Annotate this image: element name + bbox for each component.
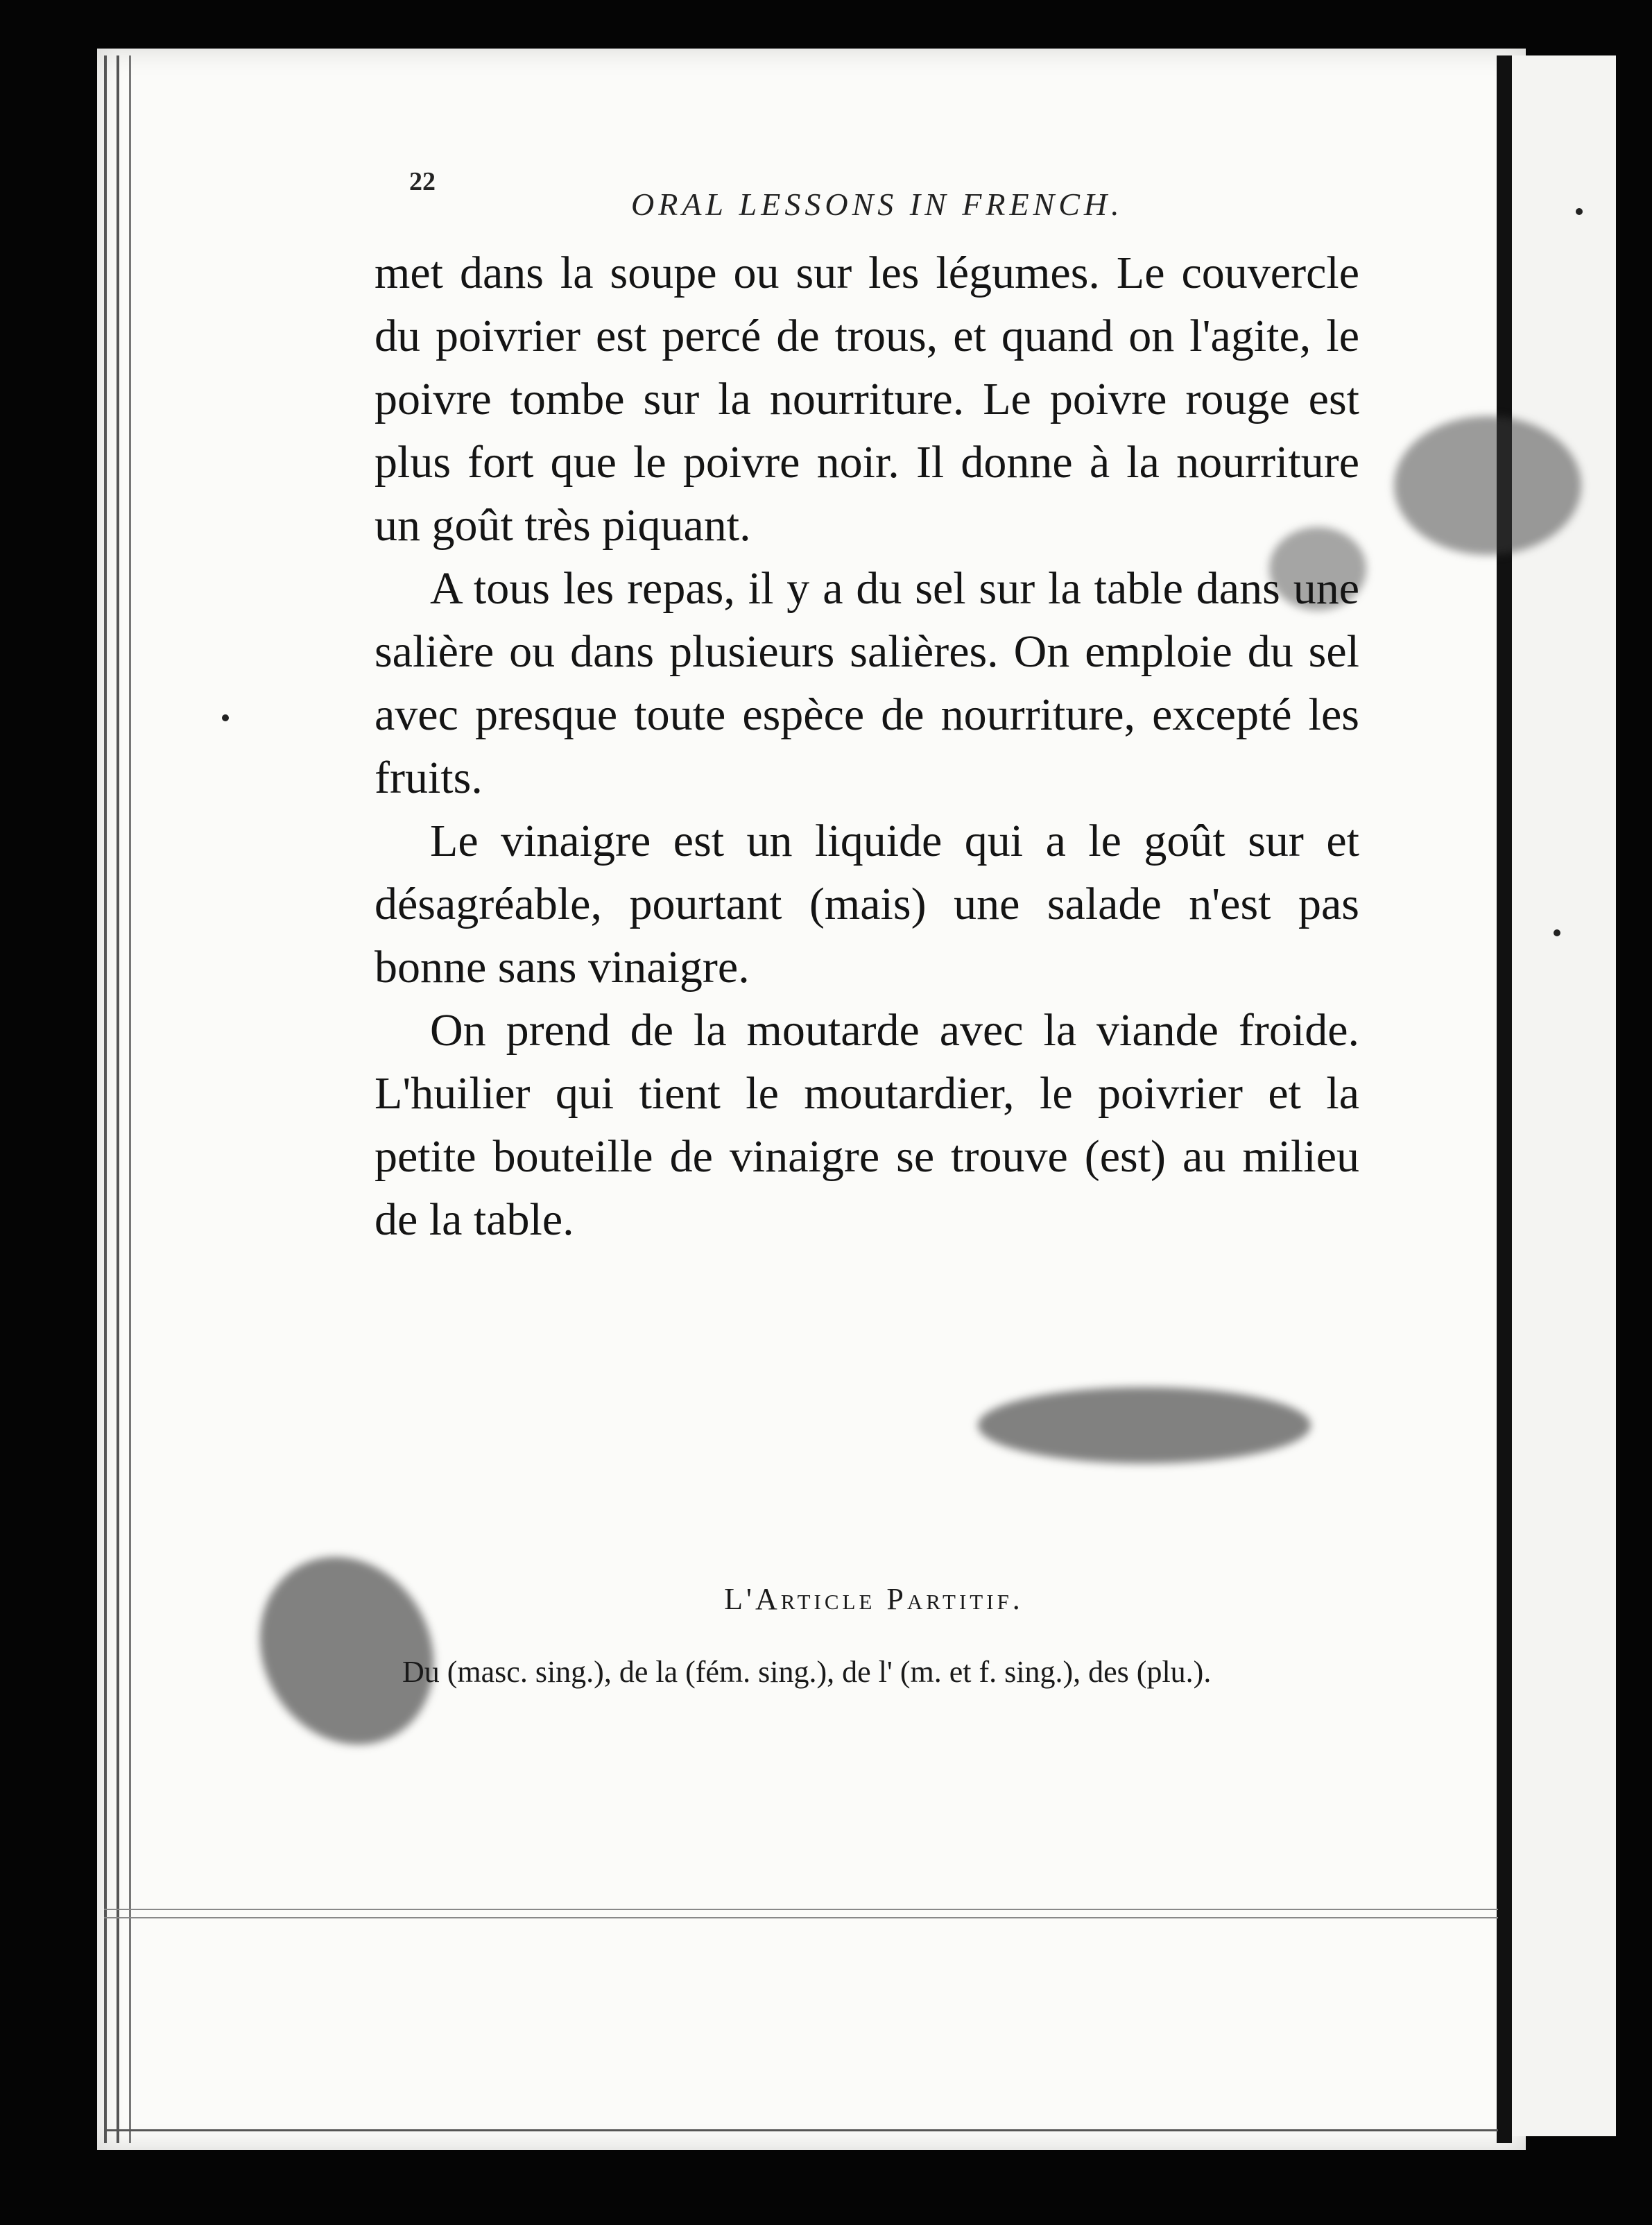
paragraph: Le vinaigre est un liquide qui a le goût sur et désagréable, pourtant (mais) une salade n'est pas bonne sans vinaigre. <box>375 816 1359 993</box>
speck <box>1554 929 1560 936</box>
bottom-rule <box>104 2129 1498 2131</box>
page-edge <box>104 55 107 2143</box>
ink-stain <box>978 1387 1311 1463</box>
book-gutter <box>1497 55 1512 2143</box>
speck <box>222 714 229 721</box>
paragraph: A tous les repas, il y a du sel sur la table dans une salière ou dans plusieurs salières. On emploie du sel avec presque toute espèce de nourriture, excepté les fruits. <box>375 563 1359 803</box>
page-header <box>409 166 1588 222</box>
paragraph: met dans la soupe ou sur les légumes. Le couvercle du poivrier est percé de trous, et quand on l'agite, le poivre tombe sur la nourriture. Le poivre rouge est plus fort que le poivre noir. Il donne à la nourriture un goût très piquant. <box>375 248 1359 551</box>
page-number: 22 <box>409 167 436 196</box>
bottom-rule <box>104 1917 1498 1918</box>
bottom-rule <box>104 1909 1498 1910</box>
ink-stain <box>1394 416 1581 555</box>
paragraph: On prend de la moutarde avec la viande froide. L'huilier qui tient le moutardier, le poivrier et la petite bouteille de vinaigre se trouve (est) au milieu de la table. <box>375 1005 1359 1245</box>
body-text <box>375 241 1359 1251</box>
facing-page-strip <box>1512 55 1616 2136</box>
grammar-note: Du (masc. sing.), de la (fém. sing.), de l' (m. et f. sing.), des (plu.). <box>402 1655 1212 1689</box>
running-title: ORAL LESSONS IN FRENCH. <box>631 187 1124 222</box>
section-heading: L'Article Partitif. <box>724 1582 1024 1616</box>
page-edge <box>117 55 119 2143</box>
page-edge <box>129 55 131 2143</box>
